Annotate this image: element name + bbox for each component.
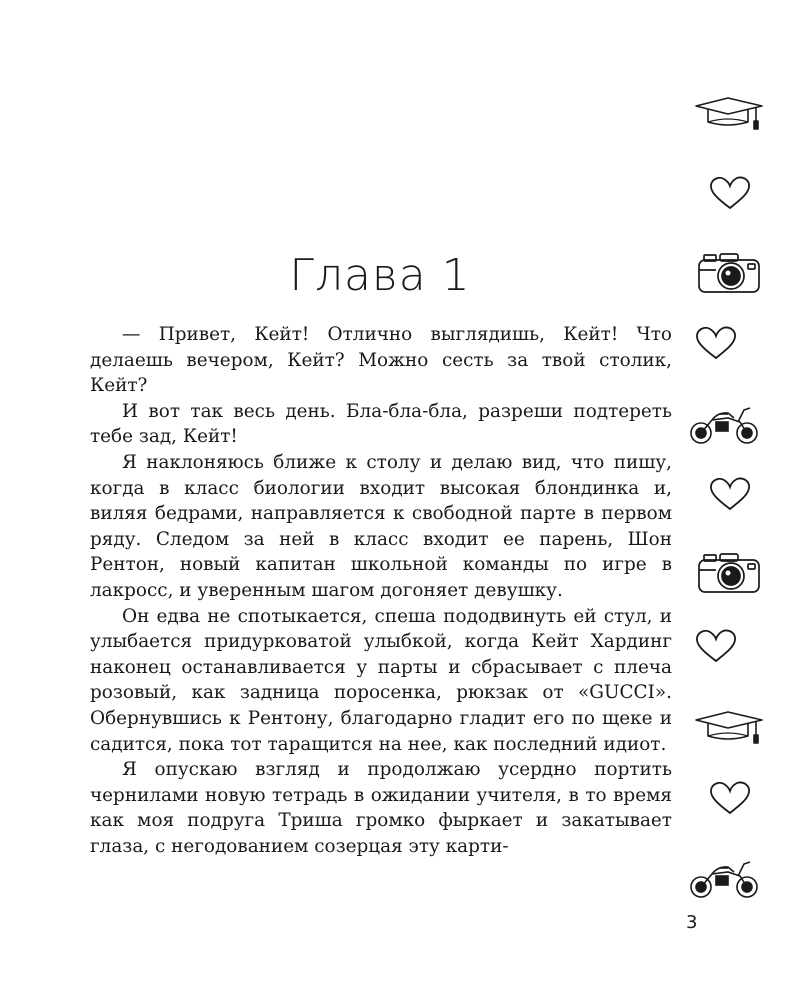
graduation-cap-icon xyxy=(694,710,764,746)
chapter-body xyxy=(90,322,672,859)
paragraph: И вот так весь день. Бла-бла-бла, разреши подтереть тебе зад, Кейт! xyxy=(90,400,672,448)
heart-icon xyxy=(694,628,738,664)
heart-icon xyxy=(708,780,752,816)
page-number: 3 xyxy=(686,912,698,933)
motorcycle-icon xyxy=(688,856,760,900)
chapter-title: Глава 1 xyxy=(289,250,471,301)
heart-icon xyxy=(708,476,752,512)
camera-icon xyxy=(696,250,762,296)
motorcycle-icon xyxy=(688,402,760,446)
camera-icon xyxy=(696,550,762,596)
paragraph: Он едва не спотыкается, спеша пододвинуть ей стул, и улыбается придурковатой улыбкой, когда Кейт Хардинг наконец останавливается у парты и сбрасывает с плеча розовый, как задница поросенка, рюкзак от «GUCCI». Обернувшись к Рентону, благодарно гладит его по щеке и садится, пока тот таращится на нее, как последний идиот. xyxy=(90,605,672,755)
paragraph: — Привет, Кейт! Отлично выглядишь, Кейт! Что делаешь вечером, Кейт? Можно сесть за твой столик, Кейт? xyxy=(90,324,672,397)
heart-icon xyxy=(694,325,738,361)
paragraph: Я опускаю взгляд и продолжаю усердно портить чернилами новую тетрадь в ожидании учителя, в то время как моя подруга Триша громко фыркает и закатывает глаза, с негодованием созерцая эту карти- xyxy=(90,759,672,857)
paragraph: Я наклоняюсь ближе к столу и делаю вид, что пишу, когда в класс биологии входит высокая блондинка и, виляя бедрами, направляется к свободной парте в первом ряду. Следом за ней в класс входит ее парень, Шон Рентон, новый капитан школьной команды по игре в лакросс, и уверенным шагом догоняет девушку. xyxy=(90,451,672,601)
graduation-cap-icon xyxy=(694,96,764,132)
heart-icon xyxy=(708,175,752,211)
